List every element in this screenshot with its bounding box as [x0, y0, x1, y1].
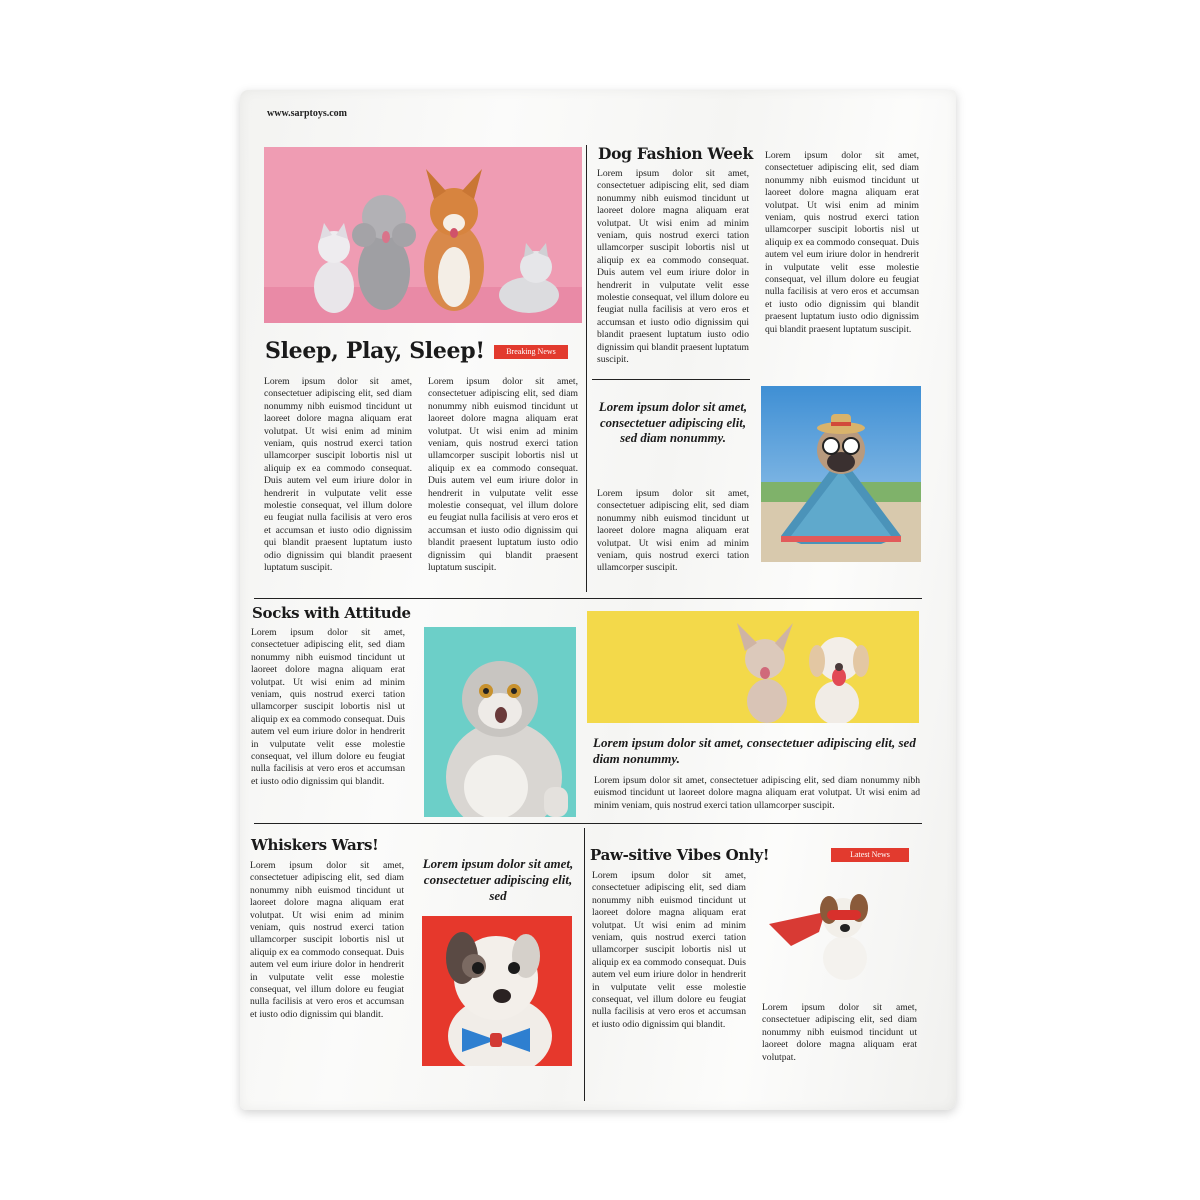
cat-illustration [424, 627, 576, 817]
pawsitive-article: Lorem ipsum dolor sit amet, consectetuer adipiscing elit, sed diam nonummy nibh euismod tincidunt ut laoreet dolore magna aliquam erat volutpat. Ut wisi enim ad minim veniam, quis nostrud exerci tation ullamcorper suscipit lobortis nisl ut aliquip ex ea commodo consequat. Duis autem vel eum iriure dolor in hendrerit in vulputate velit esse molestie consequat, vel illum dolore eu feugiat nulla facilisis at vero eros et accumsan et iusto odio dignissim qui blandit. [592, 870, 746, 1030]
pawsitive-headline: Paw-sitive Vibes Only! [590, 846, 770, 864]
breaking-news-badge: Breaking News [494, 345, 568, 359]
duo-article: Lorem ipsum dolor sit amet, consectetuer adipiscing elit, sed diam nonummy nibh euismod tincidunt ut laoreet dolore magna aliquam erat volutpat. Ut wisi enim ad minim veniam, quis nostrud exerci tation ullamcorper suscipit. [594, 775, 920, 811]
pets-group-photo [264, 147, 582, 323]
sleep-article-column-2: Lorem ipsum dolor sit amet, consectetuer adipiscing elit, sed diam nonummy nibh euismod tincidunt ut laoreet dolore magna aliquam erat volutpat. Ut wisi enim ad minim veniam, quis nostrud exerci tation ullamcorper suscipit lobortis nisl ut aliquip ex ea commodo consequat. Duis autem vel eum iriure dolor in hendrerit in vulputate velit esse molestie consequat, vel illum dolore eu feugiat nulla facilisis at vero eros et accumsan et iusto odio dignissim qui blandit praesent luptatum iusto odio dignissim qui blandit praesent luptatum suscipit. [428, 376, 578, 574]
section-rule-1 [254, 598, 922, 599]
section-rule-2 [254, 823, 922, 824]
fashion-article-column-1: Lorem ipsum dolor sit amet, consectetuer adipiscing elit, sed diam nonummy nibh euismod tincidunt ut laoreet dolore magna aliquam erat volutpat. Ut wisi enim ad minim veniam, quis nostrud exerci tation ullamcorper suscipit lobortis nisl ut aliquip ex ea commodo consequat. Duis autem vel eum iriure dolor in hendrerit in vulputate velit esse molestie consequat, vel illum dolore eu feugiat nulla facilisis at vero eros et accumsan et iusto odio dignissim qui blandit praesent luptatum iusto odio dignissim qui blandit praesent luptatum suscipit. [597, 168, 749, 366]
site-url: www.sarptoys.com [267, 108, 347, 119]
socks-headline: Socks with Attitude [252, 604, 411, 622]
fashion-headline: Dog Fashion Week [598, 144, 753, 163]
scottish-fold-cat-photo [424, 627, 576, 817]
jack-russell-bowtie-photo [422, 916, 572, 1066]
whiskers-headline: Whiskers Wars! [251, 836, 379, 854]
bowtie-dog-illustration [422, 916, 572, 1066]
sleep-article-column-1: Lorem ipsum dolor sit amet, consectetuer adipiscing elit, sed diam nonummy nibh euismod tincidunt ut laoreet dolore magna aliquam erat volutpat. Ut wisi enim ad minim veniam, quis nostrud exerci tation ullamcorper suscipit lobortis nisl ut aliquip ex ea commodo consequat. Duis autem vel eum iriure dolor in hendrerit in vulputate velit esse molestie consequat, vel illum dolore eu feugiat nulla facilisis at vero eros et accumsan et iusto odio dignissim qui blandit praesent luptatum iusto odio dignissim qui blandit praesent luptatum suscipit. [264, 376, 412, 574]
fashion-article-column-2: Lorem ipsum dolor sit amet, consectetuer adipiscing elit, sed diam nonummy nibh euismod tincidunt ut laoreet dolore magna aliquam erat volutpat. Ut wisi enim ad minim veniam, quis nostrud exerci tation ullamcorper suscipit lobortis nisl ut aliquip ex ea commodo consequat. Duis autem vel eum iriure dolor in hendrerit in vulputate velit esse molestie consequat, vel illum dolore eu feugiat nulla facilisis at vero eros et accumsan et iusto odio dignissim qui blandit praesent luptatum iusto odio dignissim qui blandit praesent luptatum suscipit. [765, 150, 919, 335]
whiskers-pull-quote: Lorem ipsum dolor sit amet, consectetuer adipiscing elit, sed [422, 856, 574, 903]
fashion-article-short: Lorem ipsum dolor sit amet, consectetuer adipiscing elit, sed diam nonummy nibh euismod tincidunt ut laoreet dolore magna aliquam erat volutpat. Ut wisi enim ad minim veniam, quis nostrud exerci tation ullamcorper suscipit. [597, 488, 749, 574]
newspaper-toy-sheet [240, 90, 956, 1110]
fashion-pull-quote: Lorem ipsum dolor sit amet, consectetuer adipiscing elit, sed diam nonummy. [598, 400, 748, 445]
sphynx-dog-illustration [587, 611, 919, 723]
pug-poncho-photo [761, 386, 921, 562]
duo-pull-quote: Lorem ipsum dolor sit amet, consectetuer adipiscing elit, sed diam nonummy. [593, 735, 916, 766]
pawsitive-article-short: Lorem ipsum dolor sit amet, consectetuer adipiscing elit, sed diam nonummy nibh euismod tincidunt ut laoreet dolore magna aliquam erat volutpat. [762, 1002, 917, 1063]
column-divider-top [586, 145, 587, 592]
pets-group-illustration [264, 147, 582, 323]
socks-article: Lorem ipsum dolor sit amet, consectetuer adipiscing elit, sed diam nonummy nibh euismod tincidunt ut laoreet dolore magna aliquam erat volutpat. Ut wisi enim ad minim veniam, quis nostrud exerci tation ullamcorper suscipit lobortis nisl ut aliquip ex ea commodo consequat. Duis autem vel eum iriure dolor in hendrerit in vulputate velit esse molestie consequat, vel illum dolore eu feugiat nulla facilisis at vero eros et accumsan et iusto odio dignissim qui blandit. [251, 627, 405, 787]
whiskers-article: Lorem ipsum dolor sit amet, consectetuer adipiscing elit, sed diam nonummy nibh euismod tincidunt ut laoreet dolore magna aliquam erat volutpat. Ut wisi enim ad minim veniam, quis nostrud exerci tation ullamcorper suscipit lobortis nisl ut aliquip ex ea commodo consequat. Duis autem vel eum iriure dolor in hendrerit in vulputate velit esse molestie consequat, vel illum dolore eu feugiat nulla facilisis at vero eros et accumsan et iusto odio dignissim qui blandit. [250, 860, 404, 1020]
latest-news-badge: Latest News [831, 848, 909, 862]
sleep-headline: Sleep, Play, Sleep! [265, 338, 485, 364]
column-divider-bottom [584, 828, 585, 1101]
superhero-dog-illustration [765, 880, 895, 980]
superhero-dog-photo [765, 880, 895, 980]
pug-poncho-illustration [761, 386, 921, 562]
fashion-rule [592, 379, 750, 380]
sphynx-and-dog-photo [587, 611, 919, 723]
